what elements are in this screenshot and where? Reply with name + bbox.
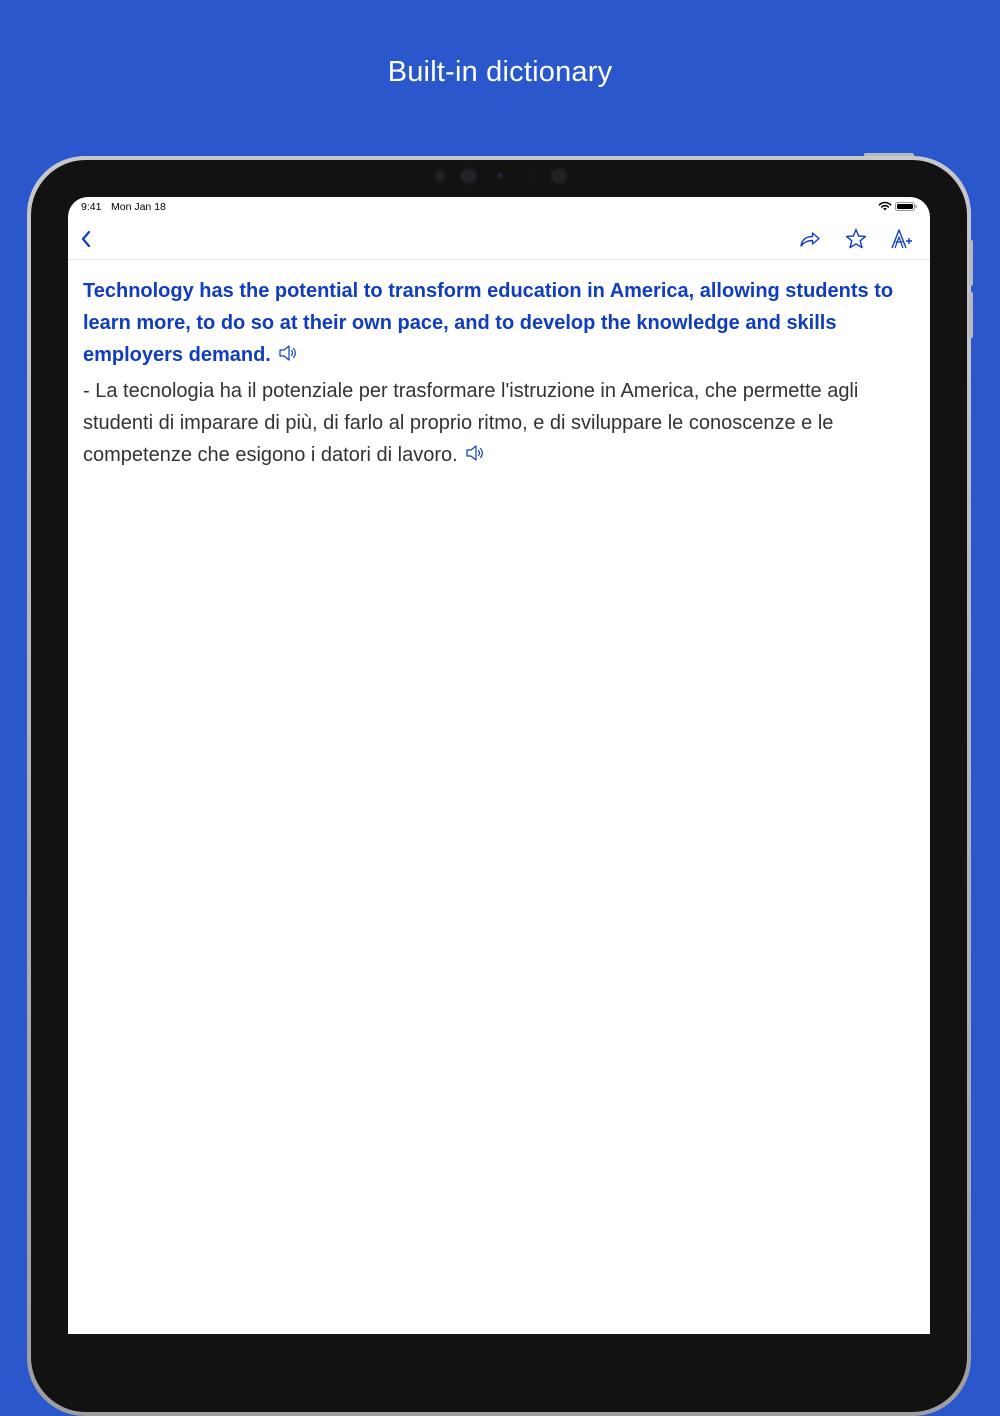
share-arrow-icon — [798, 229, 822, 249]
camera-lens-icon — [497, 172, 504, 179]
wifi-icon — [878, 201, 892, 211]
battery-icon — [895, 202, 917, 211]
font-size-button[interactable] — [888, 225, 916, 253]
share-button[interactable] — [796, 225, 824, 253]
favorite-button[interactable] — [842, 225, 870, 253]
camera-icon — [460, 167, 478, 185]
speaker-icon[interactable] — [465, 444, 485, 462]
english-sentence — [83, 275, 913, 371]
english-sentence-text: Technology has the potential to transform education in America, allowing students to learn more, to do so at their own pace, and to develop the knowledge and skills employers demand. — [83, 280, 894, 366]
sensor-icon — [433, 169, 447, 183]
italian-translation — [83, 375, 913, 471]
status-date: Mon Jan 18 — [111, 201, 166, 213]
speaker-icon[interactable] — [278, 344, 298, 362]
status-time: 9:41 — [81, 201, 102, 213]
volume-up-button — [969, 240, 973, 286]
entry-content — [83, 275, 913, 471]
status-bar — [68, 197, 930, 219]
camera-icon — [550, 167, 568, 185]
volume-down-button — [969, 292, 973, 338]
star-outline-icon — [844, 227, 868, 251]
italian-translation-text: - La tecnologia ha il potenziale per trasformare l'istruzione in America, che permette agli studenti di imparare di più, di farlo al proprio ritmo, e di sviluppare le conoscenze e le competenze che esigono i datori di lavoro. — [83, 380, 859, 466]
app-screen — [68, 197, 930, 1334]
navigation-bar — [68, 219, 930, 260]
chevron-left-icon — [79, 229, 93, 249]
sensor-dot-icon — [527, 174, 531, 178]
promo-title: Built-in dictionary — [387, 56, 613, 88]
back-button[interactable] — [72, 225, 100, 253]
font-size-increase-icon — [889, 227, 915, 251]
